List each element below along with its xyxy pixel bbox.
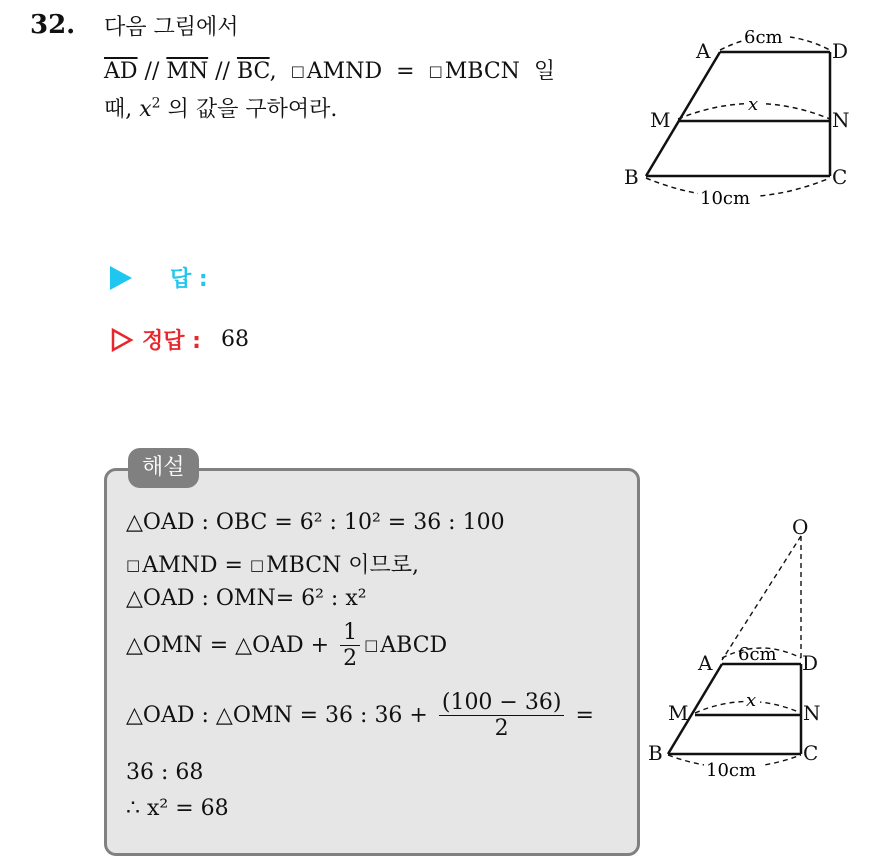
exponent: 2 xyxy=(151,95,161,112)
solution-tab: 해설 xyxy=(128,448,199,488)
play-triangle-icon xyxy=(110,266,132,290)
question-line-2 xyxy=(104,54,555,85)
fraction-denominator: 2 xyxy=(343,646,358,672)
answer-label: 답 : xyxy=(170,267,208,292)
point-n-label: N xyxy=(832,108,850,132)
fraction-numerator: 1 xyxy=(340,620,360,646)
square-icon: □ xyxy=(428,62,443,80)
point-c-label: C xyxy=(832,165,848,189)
point-d-label: D xyxy=(832,39,849,63)
correct-answer-value: 68 xyxy=(220,327,249,352)
solution-line-2 xyxy=(126,548,419,579)
question-line-3 xyxy=(104,92,337,123)
point-c-label: C xyxy=(803,741,819,765)
solution-line-3-text: OAD : OMN= 6² : x² xyxy=(142,586,367,611)
fraction-denominator: 2 xyxy=(494,716,509,742)
bottom-length-label: 10cm xyxy=(700,188,751,209)
segment-ad: $\overline{AD}$ xyxy=(104,59,138,84)
solution-line-7: ∴ x² = 68 xyxy=(126,796,229,821)
trapezoid-figure xyxy=(620,20,860,220)
parallel-symbol: // xyxy=(144,59,160,84)
square-icon: □ xyxy=(249,556,265,574)
solution-line-5b: OMN = 36 : 36 + xyxy=(232,702,435,728)
fraction-half xyxy=(340,620,360,672)
point-m-label: M xyxy=(650,108,671,132)
point-n-label: N xyxy=(803,701,821,725)
point-m-label: M xyxy=(668,701,689,725)
triangle-icon: △ xyxy=(126,702,143,728)
solution-line-2b: MBCN 이므로, xyxy=(266,553,420,578)
dashed-oa-line xyxy=(722,536,801,660)
extended-triangle-figure xyxy=(646,508,846,778)
equals-sign: = xyxy=(396,59,415,84)
solution-line-4c: ABCD xyxy=(380,632,448,658)
solution-line-1-text: OAD : OBC = 6² : 10² = 36 : 100 xyxy=(142,510,505,535)
triangle-icon: △ xyxy=(215,702,233,728)
solution-line-4a: OMN = xyxy=(142,632,236,658)
solution-line-2a: AMND = xyxy=(142,553,250,578)
answer-row xyxy=(110,262,208,293)
point-a-label: A xyxy=(698,651,713,675)
question-line-1: 다음 그림에서 xyxy=(104,15,239,40)
triangle-icon: △ xyxy=(126,510,143,535)
parallel-symbol: // xyxy=(215,59,230,84)
triangle-icon: △ xyxy=(126,632,143,658)
when-word: 일 xyxy=(533,59,556,84)
comma: , xyxy=(269,59,277,84)
point-a-label: A xyxy=(696,39,711,63)
solution-line-6: 36 : 68 xyxy=(126,760,204,785)
quad-mbcn: MBCN xyxy=(444,59,520,84)
solution-line-1 xyxy=(126,510,505,535)
equals-sign: = xyxy=(575,702,594,728)
variable-x: x xyxy=(139,97,152,122)
solution-line-4b: OAD + xyxy=(252,632,337,658)
fraction-difference xyxy=(439,690,565,742)
when-prefix: 때, xyxy=(104,97,133,122)
solution-line-5 xyxy=(126,690,594,742)
solution-line-5a: OAD : xyxy=(142,702,216,728)
middle-length-label: x xyxy=(746,690,757,711)
point-o-label: O xyxy=(792,515,809,539)
solution-line-4 xyxy=(126,620,447,672)
question-number: 32. xyxy=(30,10,76,40)
segment-mn: $\overline{MN}$ xyxy=(166,59,209,84)
middle-length-label: x xyxy=(748,94,759,115)
point-b-label: B xyxy=(624,165,639,189)
triangle-icon: △ xyxy=(235,632,253,658)
outline-triangle-icon xyxy=(110,327,134,353)
triangle-icon: △ xyxy=(126,586,143,611)
correct-answer-label: 정답 : xyxy=(142,329,201,354)
square-icon: □ xyxy=(290,62,305,80)
top-length-label: 6cm xyxy=(738,644,777,665)
question-suffix: 의 값을 구하여라. xyxy=(167,97,338,122)
segment-bc: $\overline{BC}$ xyxy=(236,59,270,84)
solution-line-3 xyxy=(126,586,367,611)
correct-answer-row xyxy=(110,324,249,355)
square-icon: □ xyxy=(126,556,141,574)
quad-amnd: AMND xyxy=(306,59,383,84)
fraction-numerator: (100 − 36) xyxy=(439,690,565,716)
top-length-label: 6cm xyxy=(744,27,783,48)
square-icon: □ xyxy=(364,635,379,654)
point-b-label: B xyxy=(648,741,663,765)
bottom-length-label: 10cm xyxy=(706,760,757,778)
point-d-label: D xyxy=(802,651,819,675)
